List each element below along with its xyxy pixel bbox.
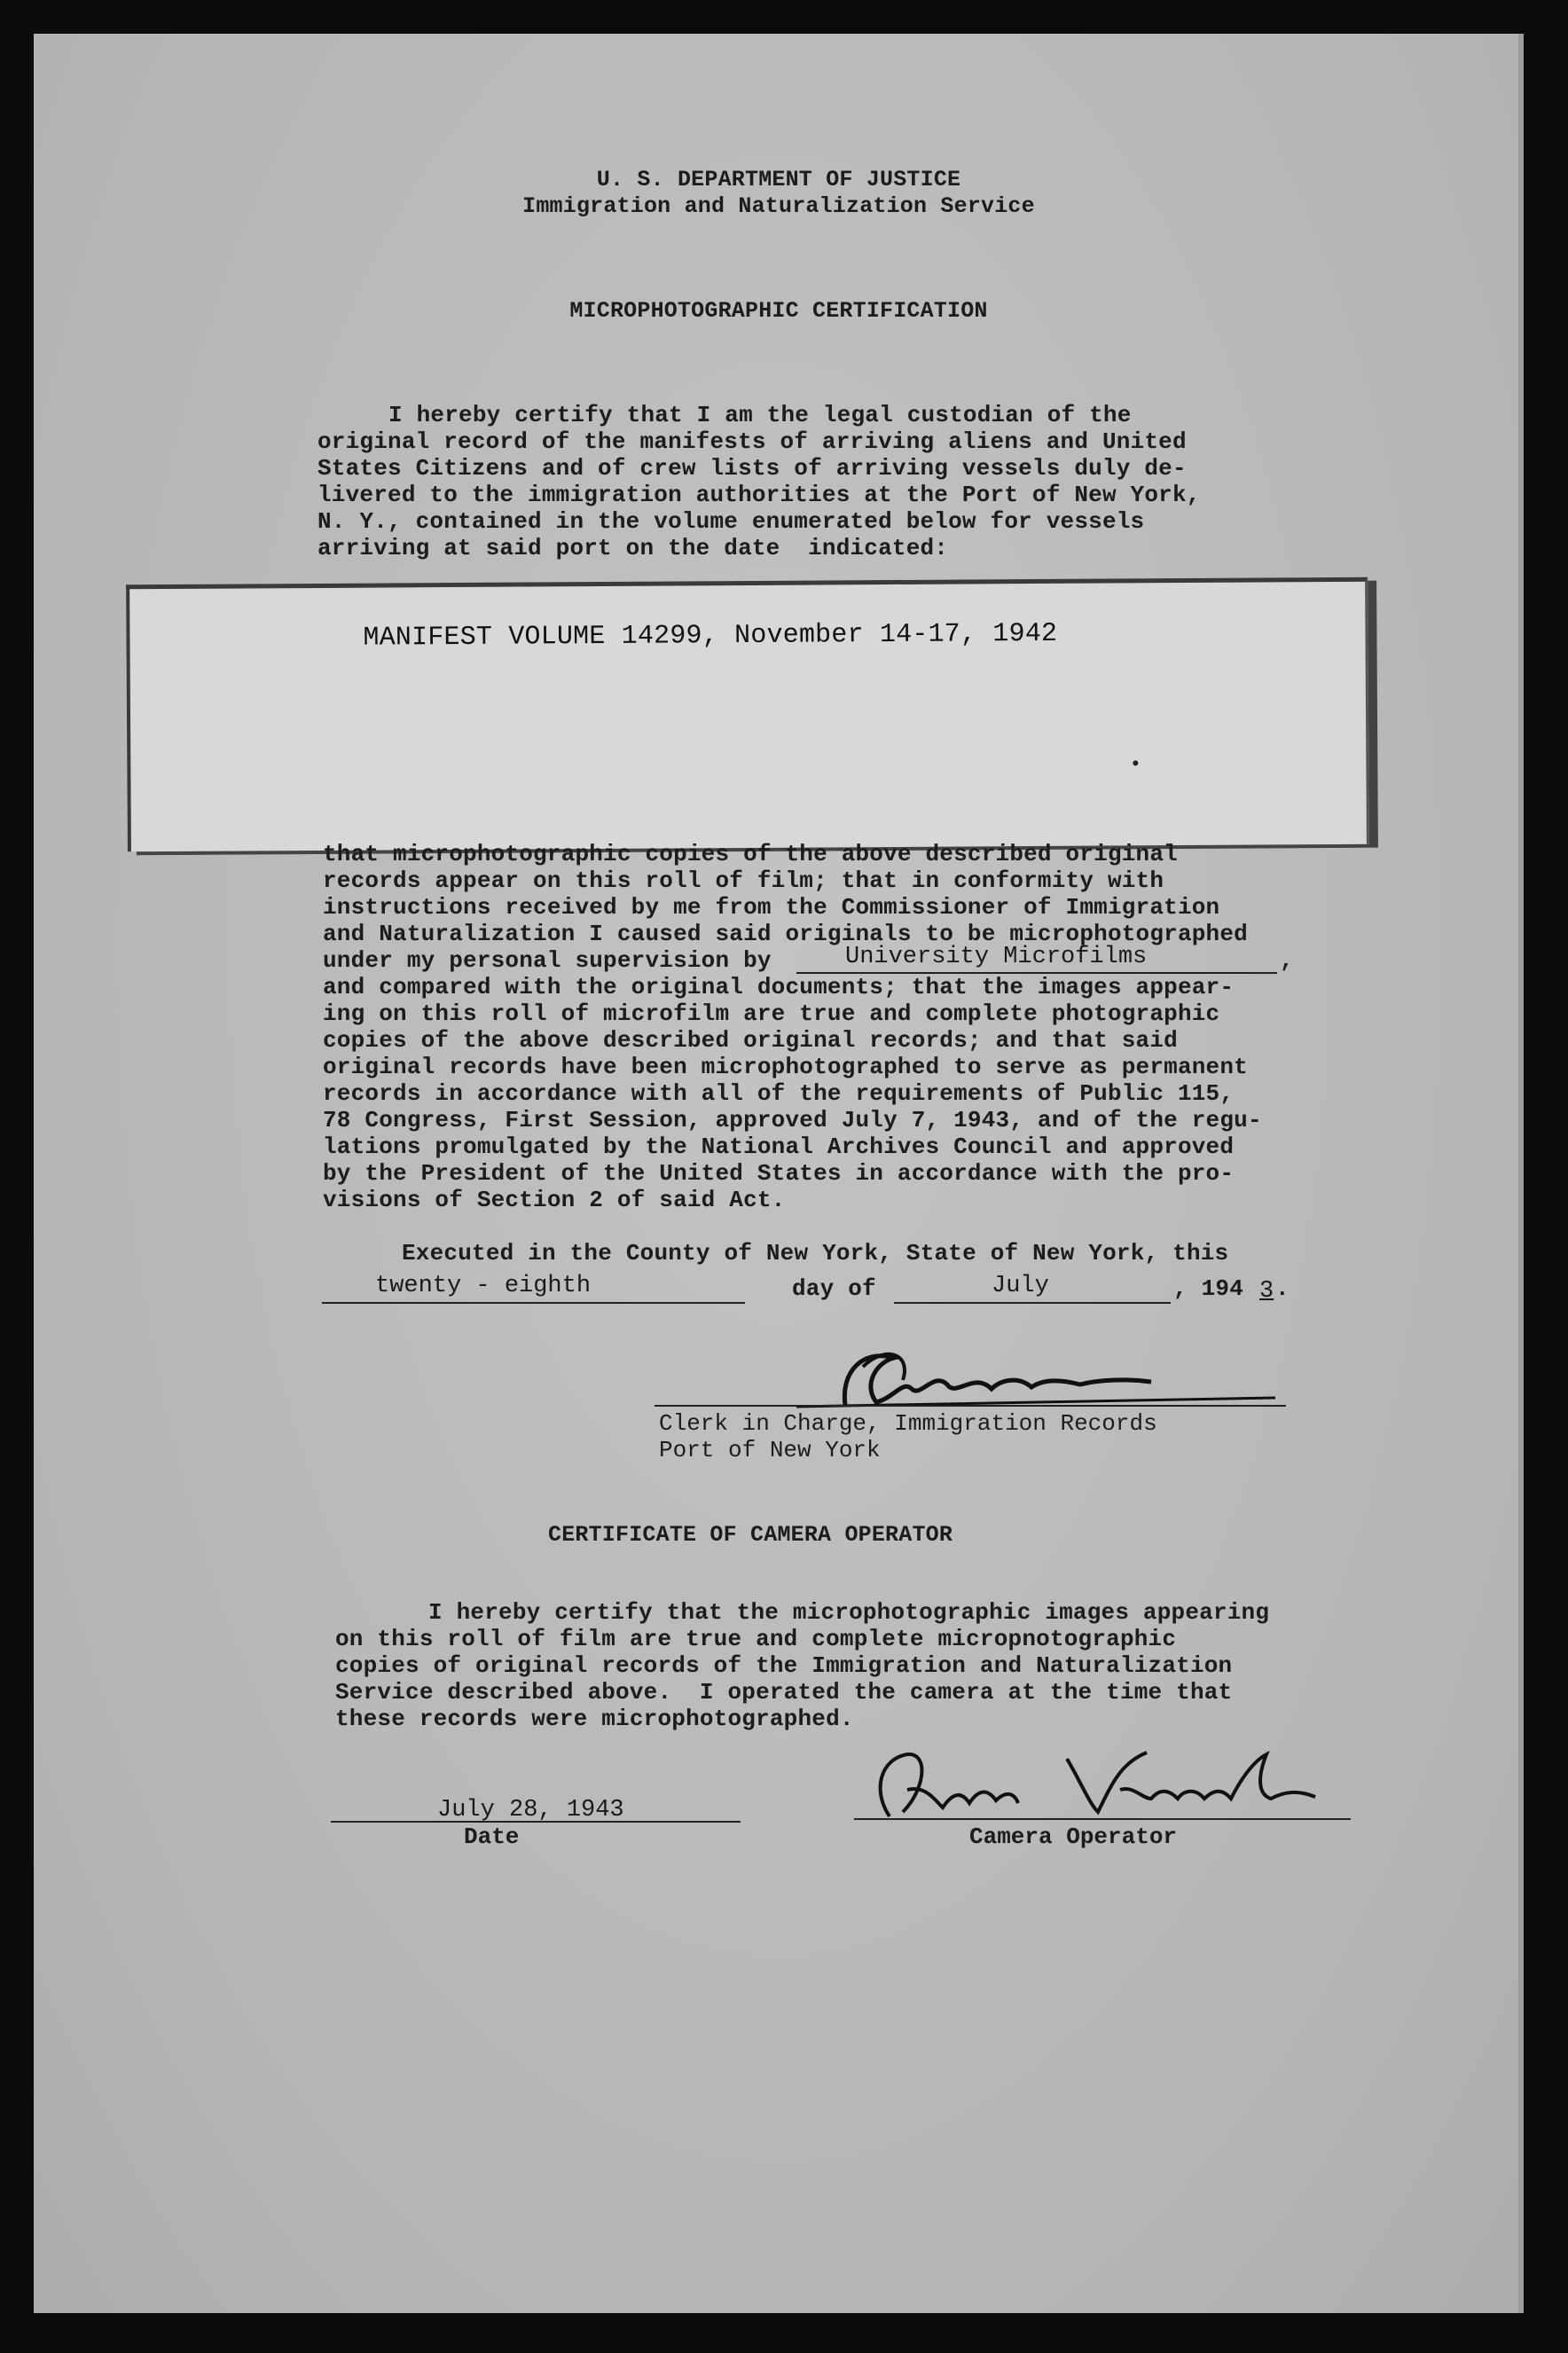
service-heading: Immigration and Naturalization Service xyxy=(522,193,1035,219)
vendor-name: University Microfilms xyxy=(845,944,1148,970)
manifest-entry: MANIFEST VOLUME 14299, November 14-17, 1942 xyxy=(363,618,1058,654)
year-prefix: , 194 xyxy=(1173,1275,1244,1302)
strip-mark xyxy=(1133,760,1138,765)
body-line: that microphotographic copies of the above described original xyxy=(323,841,1178,867)
vendor-comma: , xyxy=(1280,947,1294,974)
body-line: under my personal supervision by xyxy=(323,947,772,974)
clerk-location: Port of New York xyxy=(659,1437,881,1463)
intro-line: N. Y., contained in the volume enumerated below for vessels xyxy=(318,508,1145,535)
year-suffix: . xyxy=(1275,1275,1290,1302)
executed-line: Executed in the County of New York, State of New York, this xyxy=(402,1240,1229,1267)
intro-line: States Citizens and of crew lists of arriving vessels duly de- xyxy=(318,455,1187,482)
body-line: visions of Section 2 of said Act. xyxy=(323,1187,786,1213)
intro-line: original record of the manifests of arriving aliens and United xyxy=(318,428,1187,455)
day-of-label: day of xyxy=(792,1275,876,1302)
body-line: 78 Congress, First Session, approved July 7, 1943, and of the regu- xyxy=(323,1107,1262,1133)
camera-cert-title: CERTIFICATE OF CAMERA OPERATOR xyxy=(548,1522,953,1548)
department-heading: U. S. DEPARTMENT OF JUSTICE xyxy=(596,167,961,192)
page-edge xyxy=(1518,34,1524,2313)
body-line: and Naturalization I caused said originals to be microphotographed xyxy=(323,921,1248,947)
executed-day: twenty - eighth xyxy=(375,1273,592,1299)
body-line: records appear on this roll of film; that in conformity with xyxy=(323,867,1164,894)
month-fill-line xyxy=(894,1302,1171,1304)
body-line: lations promulgated by the National Archives Council and approved xyxy=(323,1133,1235,1160)
clerk-title: Clerk in Charge, Immigration Records xyxy=(659,1410,1157,1437)
camera-line: copies of original records of the Immigration and Naturalization xyxy=(335,1652,1233,1679)
year-digit: 3 xyxy=(1259,1278,1274,1305)
cert-date: July 28, 1943 xyxy=(437,1797,624,1824)
intro-line: livered to the immigration authorities at the Port of New York, xyxy=(318,482,1201,508)
intro-line: I hereby certify that I am the legal custodian of the xyxy=(388,402,1132,428)
document-page xyxy=(34,34,1524,2313)
certification-title: MICROPHOTOGRAPHIC CERTIFICATION xyxy=(569,298,988,324)
operator-label: Camera Operator xyxy=(969,1824,1178,1850)
day-fill-line xyxy=(322,1302,745,1304)
camera-line: Service described above. I operated the camera at the time that xyxy=(335,1679,1233,1706)
camera-line: on this roll of film are true and complete micropnotographic xyxy=(335,1626,1177,1652)
intro-line: arriving at said port on the date indicated: xyxy=(318,535,949,561)
date-label: Date xyxy=(464,1824,520,1850)
operator-signature-line xyxy=(854,1818,1351,1820)
body-line: ing on this roll of microfilm are true and complete photographic xyxy=(323,1000,1220,1027)
body-line: original records have been microphotographed to serve as permanent xyxy=(323,1054,1248,1080)
body-line: instructions received by me from the Commissioner of Immigration xyxy=(323,894,1220,921)
body-line: records in accordance with all of the requirements of Public 115, xyxy=(323,1080,1235,1107)
body-line: copies of the above described original records; and that said xyxy=(323,1027,1178,1054)
executed-month: July xyxy=(992,1273,1049,1299)
date-line xyxy=(331,1821,741,1823)
manifest-strip xyxy=(126,577,1369,852)
body-line: by the President of the United States in accordance with the pro- xyxy=(323,1160,1235,1187)
camera-line: these records were microphotographed. xyxy=(335,1706,854,1732)
camera-line: I hereby certify that the microphotographic images appearing xyxy=(428,1599,1270,1626)
body-line: and compared with the original documents; that the images appear- xyxy=(323,974,1235,1000)
clerk-signature-line xyxy=(655,1405,1286,1407)
